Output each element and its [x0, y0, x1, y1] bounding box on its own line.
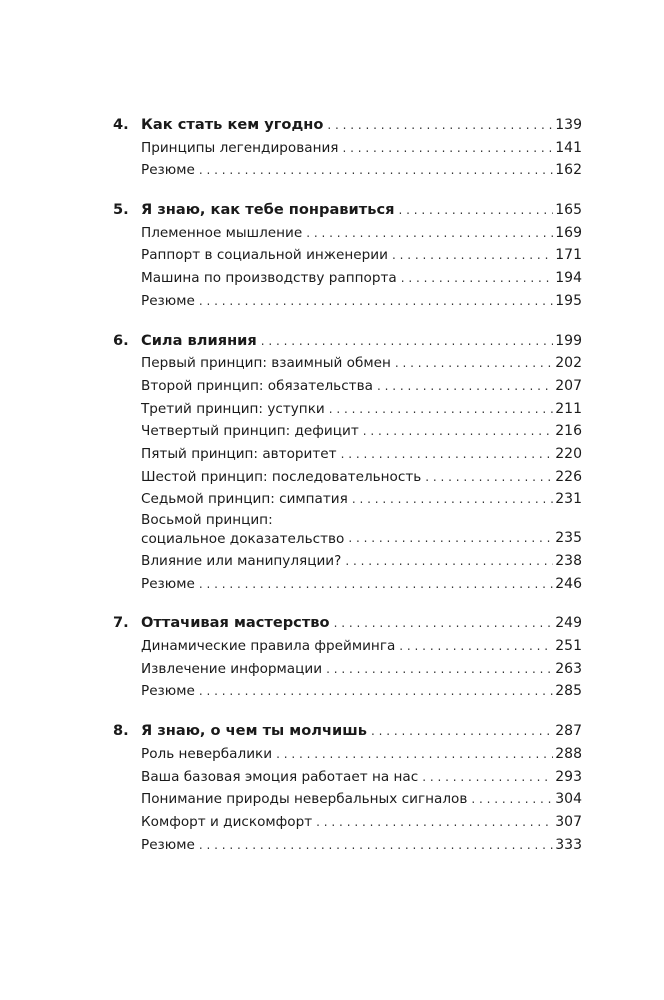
section-title	[141, 511, 348, 550]
section-title: Седьмой принцип: симпатия	[141, 491, 348, 508]
section-entry[interactable]	[113, 766, 582, 789]
dot-leader	[395, 352, 553, 375]
dot-leader	[334, 612, 554, 635]
page-number: 220	[555, 445, 582, 462]
dot-leader	[471, 788, 553, 811]
page-number: 141	[555, 139, 582, 156]
section-entry[interactable]	[113, 222, 582, 245]
page-number: 285	[555, 683, 582, 700]
section-title: Понимание природы невербальных сигналов	[141, 791, 468, 808]
page-number: 195	[555, 292, 582, 309]
section-title: Динамические правила фрейминга	[141, 638, 396, 655]
chapter-number: 6.	[113, 331, 129, 349]
section-title: Второй принцип: обязательства	[141, 377, 373, 394]
page-number: 171	[555, 247, 582, 264]
dot-leader	[401, 267, 554, 290]
section-title: Резюме	[141, 836, 195, 853]
section-entry[interactable]	[113, 137, 582, 160]
section-title: Роль невербалики	[141, 745, 273, 762]
dot-leader	[199, 573, 553, 596]
chapter-title: Как стать кем угодно	[141, 116, 324, 133]
page-number: 249	[555, 615, 582, 632]
page-number: 216	[555, 423, 582, 440]
page-number: 226	[555, 468, 582, 485]
page-number: 162	[555, 162, 582, 179]
section-title: Племенное мышление	[141, 224, 303, 241]
section-entry[interactable]	[113, 511, 582, 550]
section-title: Извлечение информации	[141, 660, 323, 677]
section-entry[interactable]	[113, 658, 582, 681]
section-title: Шестой принцип: последовательность	[141, 468, 422, 485]
chapter-heading[interactable]	[113, 330, 582, 353]
dot-leader	[199, 680, 553, 703]
section-entry[interactable]	[113, 680, 582, 703]
section-entry[interactable]	[113, 420, 582, 443]
dot-leader	[261, 330, 554, 353]
section-title: Ваша базовая эмоция работает на нас	[141, 768, 419, 785]
chapter-8	[113, 720, 582, 856]
section-title: Первый принцип: взаимный обмен	[141, 355, 391, 372]
page-number: 202	[555, 355, 582, 372]
page-number: 169	[555, 224, 582, 241]
dot-leader	[316, 811, 553, 834]
section-title-line-2: социальное доказательство	[141, 531, 345, 547]
section-title: Раппорт в социальной инженерии	[141, 247, 388, 264]
chapter-title: Сила влияния	[141, 331, 257, 349]
chapter-heading[interactable]	[113, 114, 582, 137]
chapter-title: Оттачивая мастерство	[141, 614, 330, 632]
section-title: Резюме	[141, 683, 195, 700]
page-number: 211	[555, 400, 582, 417]
chapter-4	[113, 114, 582, 182]
section-entry[interactable]	[113, 244, 582, 267]
chapter-number: 7.	[113, 614, 129, 632]
dot-leader	[341, 443, 554, 466]
page-number: 194	[555, 270, 582, 287]
chapter-heading[interactable]	[113, 720, 582, 743]
section-entry[interactable]	[113, 550, 582, 573]
page-number: 293	[555, 768, 582, 785]
dot-leader	[352, 488, 553, 511]
section-title: Третий принцип: уступки	[141, 400, 325, 417]
dot-leader	[371, 720, 553, 743]
chapter-title: Я знаю, как тебе понравиться	[141, 201, 395, 219]
chapter-6	[113, 330, 582, 596]
section-title: Влияние или манипуляции?	[141, 553, 342, 569]
page-number: 251	[555, 638, 582, 655]
dot-leader	[199, 159, 553, 182]
dot-leader	[329, 398, 554, 421]
section-entry[interactable]	[113, 375, 582, 398]
dot-leader	[327, 114, 553, 137]
section-title: Резюме	[141, 575, 195, 592]
dot-leader	[345, 550, 553, 573]
dot-leader	[326, 658, 553, 681]
dot-leader	[199, 290, 553, 313]
chapter-heading[interactable]	[113, 612, 582, 635]
section-entry[interactable]	[113, 834, 582, 857]
section-entry[interactable]	[113, 267, 582, 290]
page-number: 287	[555, 723, 582, 740]
section-entry[interactable]	[113, 743, 582, 766]
section-entry[interactable]	[113, 573, 582, 596]
page-number: 238	[555, 553, 582, 569]
dot-leader	[276, 743, 553, 766]
table-of-contents	[113, 114, 582, 873]
section-entry[interactable]	[113, 635, 582, 658]
section-entry[interactable]	[113, 352, 582, 375]
chapter-5	[113, 199, 582, 312]
section-title: Машина по производству раппорта	[141, 270, 397, 287]
section-entry[interactable]	[113, 788, 582, 811]
page-number: 231	[555, 491, 582, 508]
page-number: 288	[555, 745, 582, 762]
section-title: Резюме	[141, 292, 195, 309]
section-title-line-1: Восьмой принцип:	[141, 512, 273, 528]
section-entry[interactable]	[113, 488, 582, 511]
page-number: 307	[555, 813, 582, 830]
dot-leader	[425, 466, 553, 489]
section-title: Четвертый принцип: дефицит	[141, 423, 359, 440]
dot-leader	[399, 635, 553, 658]
section-title: Принципы легендирования	[141, 139, 339, 156]
section-title: Комфорт и дискомфорт	[141, 813, 313, 830]
page-number: 246	[555, 575, 582, 592]
page-number: 207	[555, 377, 582, 394]
section-title: Пятый принцип: авторитет	[141, 445, 337, 462]
chapter-number: 8.	[113, 722, 129, 740]
page-number: 263	[555, 660, 582, 677]
section-entry[interactable]	[113, 466, 582, 489]
dot-leader	[199, 834, 553, 857]
page-number: 199	[555, 332, 582, 349]
dot-leader	[377, 375, 553, 398]
page-number: 304	[555, 791, 582, 808]
dot-leader	[342, 137, 553, 160]
chapter-7	[113, 612, 582, 703]
chapter-title: Я знаю, о чем ты молчишь	[141, 722, 367, 740]
dot-leader	[422, 766, 553, 789]
dot-leader	[348, 527, 553, 550]
section-entry[interactable]	[113, 290, 582, 313]
chapter-heading[interactable]	[113, 199, 582, 222]
chapter-number: 5.	[113, 201, 129, 219]
chapter-number: 4.	[113, 116, 129, 133]
section-entry[interactable]	[113, 159, 582, 182]
section-entry[interactable]	[113, 398, 582, 421]
dot-leader	[398, 199, 553, 222]
page-number: 235	[555, 530, 582, 547]
dot-leader	[306, 222, 553, 245]
section-entry[interactable]	[113, 811, 582, 834]
page-number: 333	[555, 836, 582, 853]
section-entry[interactable]	[113, 443, 582, 466]
page-number: 139	[555, 117, 582, 133]
section-title: Резюме	[141, 162, 195, 179]
dot-leader	[363, 420, 554, 443]
page-number: 165	[555, 202, 582, 219]
dot-leader	[392, 244, 553, 267]
